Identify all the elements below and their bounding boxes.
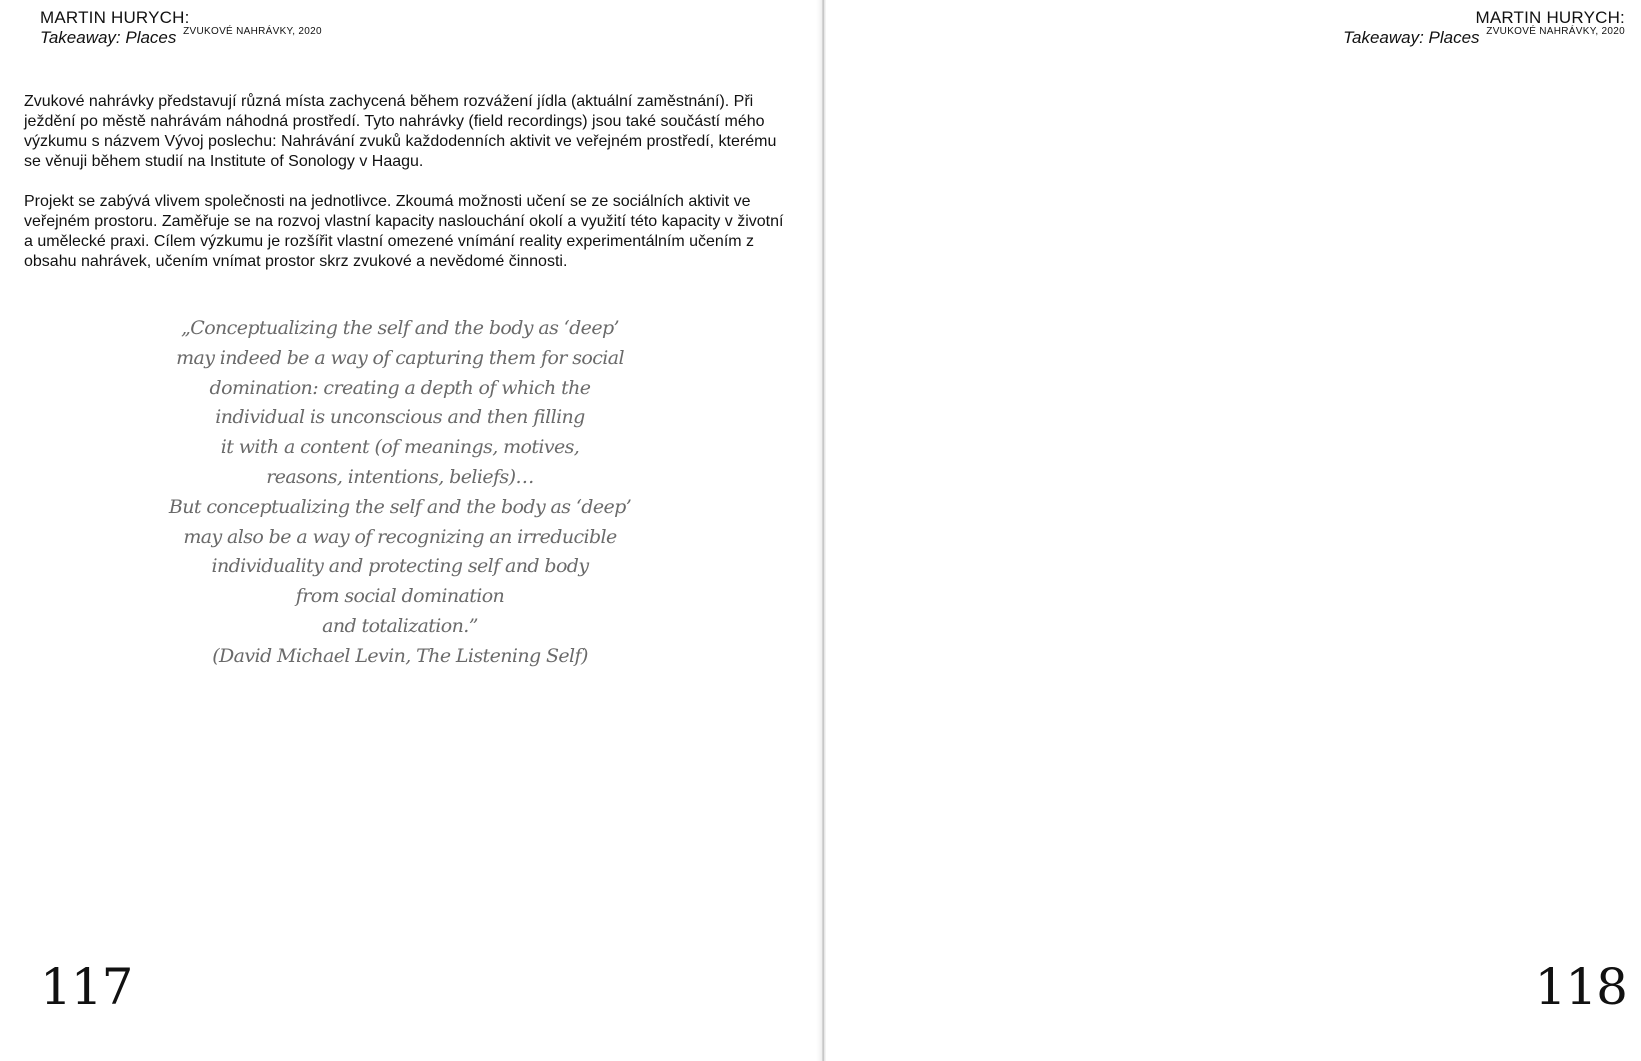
paragraph-1: Zvukové nahrávky představují různá místa zachycená během rozvážení jídla (aktuální zaměstnání). Při ježdění po městě nahrávám náhodná prostředí. Tyto nahrávky (field recordings) jsou také součástí mého výzkumu s názvem Vývoj poslechu: Nahrávání zvuků každodenních aktivit ve veřejném prostředí, kterému se věnuji během studií na Institute of Sonology v Haagu. xyxy=(24,93,777,170)
quote-line: may also be a way of recognizing an irreducible xyxy=(183,525,617,548)
quote-attribution: (David Michael Levin, The Listening Self) xyxy=(212,644,588,667)
work-caption: ZVUKOVÉ NAHRÁVKY, 2020 xyxy=(183,26,322,38)
work-title: Takeaway: Places xyxy=(40,28,177,48)
quote-line: reasons, intentions, beliefs)… xyxy=(266,465,534,488)
quote-line: individuality and protecting self and body xyxy=(211,555,589,578)
paragraph-2: Projekt se zabývá vlivem společnosti na jednotlivce. Zkoumá možnosti učení se ze sociálních aktivit ve veřejném prostoru. Zaměřuje se na rozvoj vlastní kapacity naslouchání okolí a využití této kapacity v životní a umělecké praxi. Cílem výzkumu je rozšířit vlastní omezené vnímání reality experimentálním učením z obsahu nahrávek, učením vnímat prostor skrz zvukové a nevědomé činnosti. xyxy=(24,193,784,270)
work-subtitle xyxy=(1343,28,1625,48)
work-title: Takeaway: Places xyxy=(1343,28,1480,48)
quote-line: domination: creating a depth of which the xyxy=(209,376,591,399)
quote-line: But conceptualizing the self and the body as ‘deep’ xyxy=(168,495,632,518)
work-caption: ZVUKOVÉ NAHRÁVKY, 2020 xyxy=(1486,26,1625,38)
page-number: 118 xyxy=(1534,958,1627,1016)
body-text xyxy=(24,92,784,292)
running-header xyxy=(1343,8,1625,48)
quote-line: „Conceptualizing the self and the body as ‘deep’ xyxy=(181,317,619,339)
work-subtitle xyxy=(40,28,322,48)
right-page xyxy=(826,0,1641,1061)
author-name: MARTIN HURYCH: xyxy=(1475,8,1625,27)
quote-line: from social domination xyxy=(295,585,505,608)
author-name: MARTIN HURYCH: xyxy=(40,8,190,27)
running-header xyxy=(40,8,322,48)
page-number: 117 xyxy=(40,958,133,1016)
quote-line: it with a content (of meanings, motives, xyxy=(220,436,580,459)
quote-line: and totalization.” xyxy=(322,614,478,637)
quote-line: individual is unconscious and then filling xyxy=(215,406,585,429)
quote-block xyxy=(140,314,660,672)
quote-line: may indeed be a way of capturing them for social xyxy=(176,346,624,369)
